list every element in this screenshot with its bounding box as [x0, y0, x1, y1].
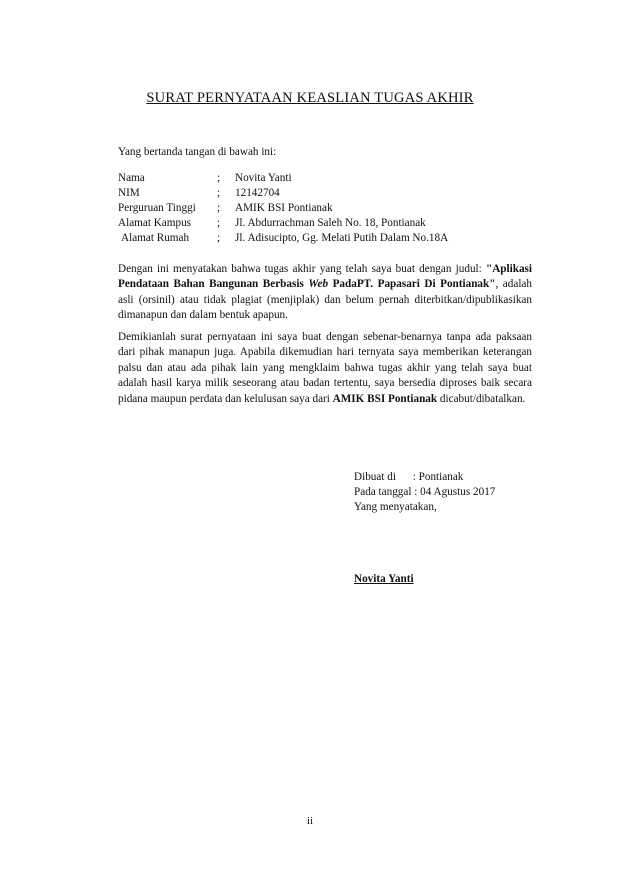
row-separator: ;	[217, 232, 221, 244]
row-separator: ;	[217, 187, 221, 199]
signature-block	[354, 470, 495, 515]
place-line: Dibuat di : Pontianak	[354, 471, 464, 483]
institution-name: AMIK BSI Pontianak	[332, 392, 438, 405]
row-value: 12142704	[235, 187, 280, 199]
thesis-title-web: Web	[308, 278, 329, 291]
statement-lead: Dengan ini menyatakan bahwa tugas akhir yang telah saya buat dengan judul:	[118, 263, 482, 275]
date-line: Pada tanggal : 04 Agustus 2017	[354, 486, 496, 498]
row-separator: ;	[217, 172, 221, 184]
row-value: Novita Yanti	[235, 172, 292, 184]
thesis-title-part-a: "Aplikasi Pendataan Bahan Bangunan Berbasis	[118, 263, 533, 291]
page-title: SURAT PERNYATAAN KEASLIAN TUGAS AKHIR	[146, 90, 474, 106]
thesis-title-part-b: PadaPT. Papasari Di Pontianak"	[328, 278, 496, 291]
table-row	[116, 216, 450, 231]
statement-tail: , adalah asli (orsinil) atau tidak plagiat (menjiplak) dan belum pernah diterbitkan/dipublikasikan dimanapun dan dalam bentuk apapun.	[118, 278, 532, 322]
row-label: Alamat Kampus	[118, 217, 192, 229]
row-label: Alamat Rumah	[121, 232, 190, 244]
identity-table	[116, 171, 450, 246]
statement-line: Yang menyatakan,	[354, 501, 437, 513]
table-row	[116, 186, 450, 201]
table-row	[116, 171, 450, 186]
page-number: ii	[306, 815, 314, 827]
row-label: Nama	[118, 172, 145, 184]
signatory-name: Novita Yanti	[354, 573, 414, 585]
table-row	[116, 231, 450, 246]
row-separator: ;	[217, 217, 221, 229]
table-row	[116, 201, 450, 216]
row-label: NIM	[118, 187, 140, 199]
statement-paragraph	[118, 262, 532, 324]
row-value: AMIK BSI Pontianak	[235, 202, 333, 214]
row-separator: ;	[217, 202, 221, 214]
intro-text: Yang bertanda tangan di bawah ini:	[118, 146, 277, 158]
closing-text: Demikianlah surat pernyataan ini saya buat dengan sebenar-benarnya tanpa ada paksaan dari pihak manapun juga. Apabila dikemudian hari ternyata saya memberikan keterangan palsu dan atau ada pihak lain yang mengklaim bahwa tugas akhir yang telah saya buat adalah hasil karya milik seseorang atau badan tertentu, saya bersedia diproses baik secara pidana maupun perdata dan kelulusan saya dari	[118, 331, 532, 405]
closing-tail: dicabut/dibatalkan.	[437, 392, 526, 405]
closing-paragraph	[118, 330, 532, 407]
row-label: Perguruan Tinggi	[118, 202, 196, 214]
row-value: Jl. Abdurrachman Saleh No. 18, Pontianak	[235, 217, 426, 229]
row-value: Jl. Adisucipto, Gg. Melati Putih Dalam No.18A	[235, 232, 449, 244]
